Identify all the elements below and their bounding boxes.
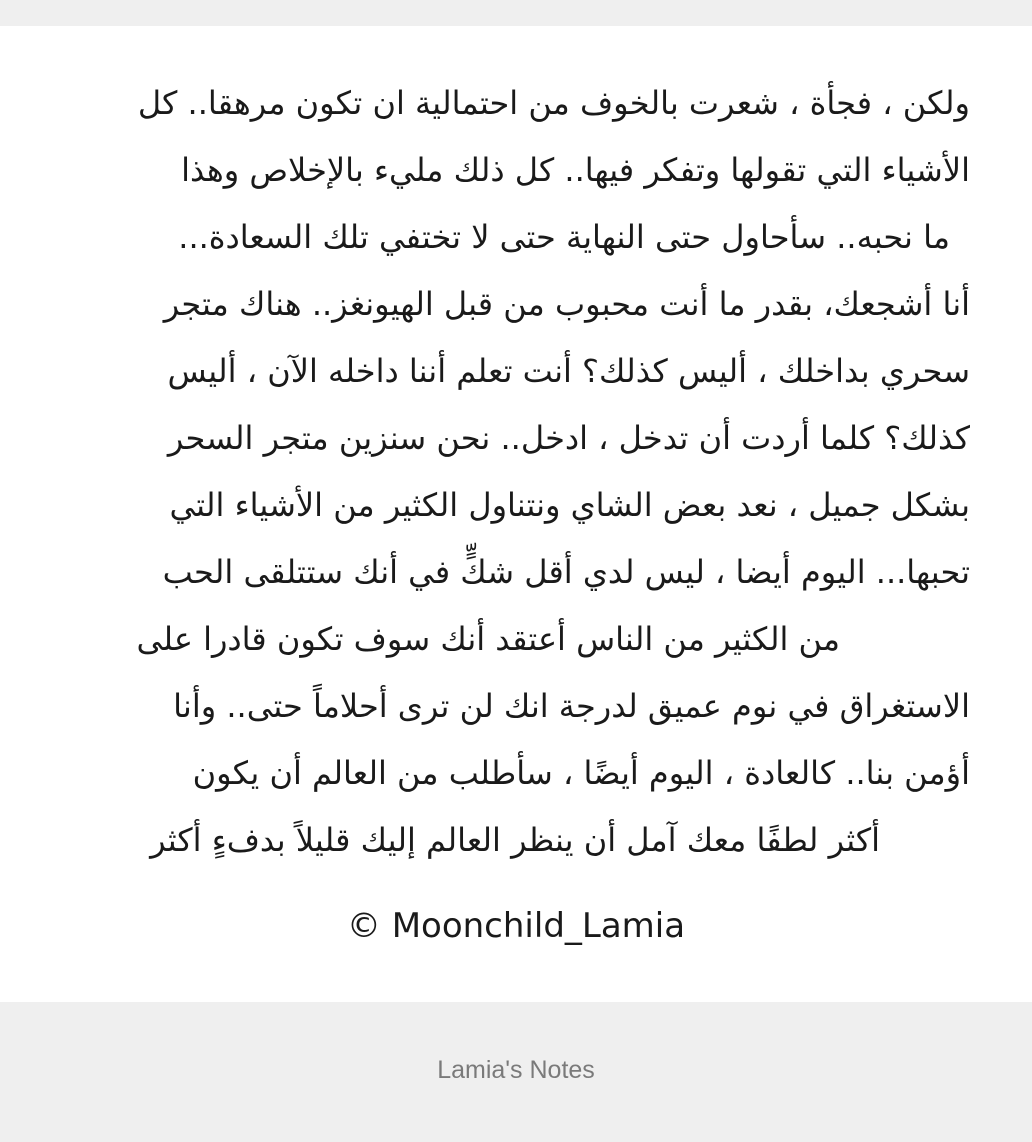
footer: [0, 1002, 1032, 1142]
note-line: أنا أشجعك، بقدر ما أنت محبوب من قبل الهيونغز.. هناك متجر: [163, 285, 970, 323]
note-line: بشكل جميل ، نعد بعض الشاي ونتناول الكثير من الأشياء التي: [169, 486, 970, 524]
note-line: ولكن ، فجأة ، شعرت بالخوف من احتمالية ان تكون مرهقا.. كل: [137, 84, 970, 122]
note-line: أؤمن بنا.. كالعادة ، اليوم أيضًا ، سأطلب من العالم أن يكون: [192, 754, 970, 792]
note-body: [50, 70, 970, 874]
note-line: سحري بداخلك ، أليس كذلك؟ أنت تعلم أننا داخله الآن ، أليس: [167, 352, 970, 390]
note-line: كذلك؟ كلما أردت أن تدخل ، ادخل.. نحن سنزين متجر السحر: [167, 419, 970, 457]
note-line: الأشياء التي تقولها وتفكر فيها.. كل ذلك مليء بالإخلاص وهذا: [181, 151, 970, 189]
note-line: ما نحبه.. سأحاول حتى النهاية حتى لا تختفي تلك السعادة...: [178, 218, 950, 256]
author-credit: © Moonchild_Lamia: [346, 906, 686, 946]
top-band: [0, 0, 1032, 26]
note-line: الاستغراق في نوم عميق لدرجة انك لن ترى أحلاماً حتى.. وأنا: [173, 687, 970, 725]
note-line: أكثر لطفًا معك آمل أن ينظر العالم إليك قليلاً بدفءٍ أكثر: [150, 821, 880, 859]
note-line: من الكثير من الناس أعتقد أنك سوف تكون قادرا على: [136, 620, 840, 658]
note-line: تحبها... اليوم أيضا ، ليس لدي أقل شكٍّ في أنك ستتلقى الحب: [162, 553, 970, 591]
footer-label: Lamia's Notes: [437, 1056, 595, 1084]
note-card: [0, 26, 1032, 1002]
